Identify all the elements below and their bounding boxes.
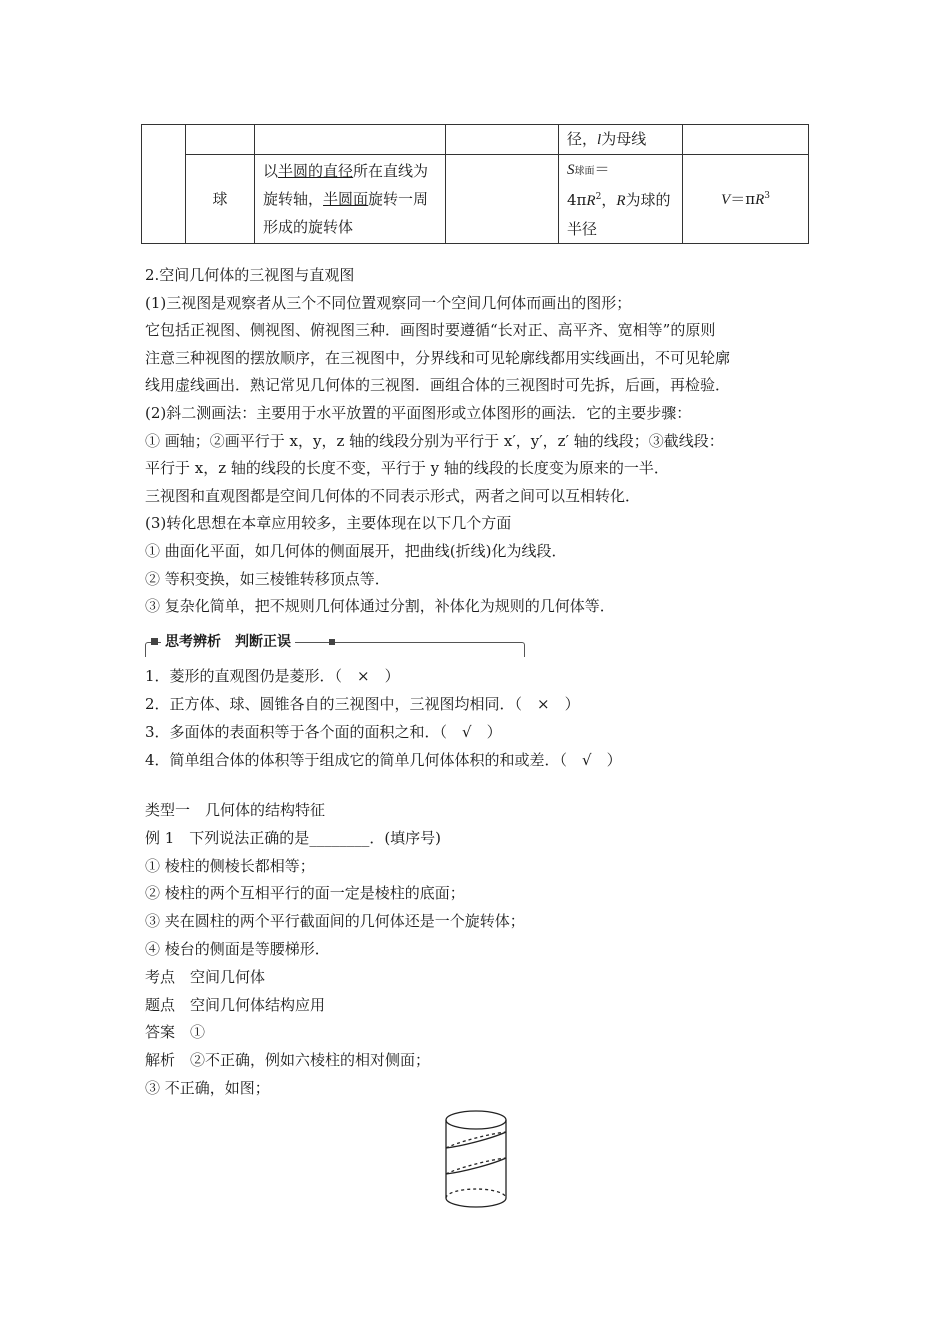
list-item: 3．多面体的表面积等于各个面的面积之和．（ √ ） bbox=[145, 723, 502, 741]
analysis: ③ 不正确，如图； bbox=[145, 1078, 270, 1097]
tidian: 题点 空间几何体结构应用 bbox=[145, 995, 326, 1014]
table-cell bbox=[446, 125, 559, 155]
paragraph-line: 三视图和直观图都是空间几何体的不同表示形式，两者之间可以互相转化． bbox=[145, 486, 641, 505]
list-item: ① 棱柱的侧棱长都相等； bbox=[145, 856, 315, 875]
table-row bbox=[142, 155, 809, 244]
type-heading: 类型一 几何体的结构特征 bbox=[145, 801, 326, 819]
table-cell bbox=[255, 125, 446, 155]
analysis: 解析 ②不正确，例如六棱柱的相对侧面； bbox=[145, 1051, 431, 1070]
section-body bbox=[145, 262, 825, 621]
list-item: 2．正方体、球、圆锥各自的三视图中，三视图均相同．（ × ） bbox=[145, 695, 580, 713]
example-section bbox=[145, 797, 525, 1103]
list-item: 4．简单组合体的体积等于组成它的简单几何体体积的和或差．（ √ ） bbox=[145, 751, 622, 769]
sphere-definition: 以半圆的直径所在直线为旋转轴，半圆面旋转一周形成的旋转体 bbox=[255, 155, 446, 244]
sphere-volume: $V=\pi R^3$ bbox=[683, 155, 809, 244]
paragraph-line: ③ 复杂化简单，把不规则几何体通过分割，补体化为规则的几何体等． bbox=[145, 597, 615, 616]
paragraph-line: ① 画轴；②画平行于 x，y，z 轴的线段分别为平行于 x′，y′，z′ 轴的线段；③截线段： bbox=[145, 431, 724, 450]
table-cell bbox=[446, 155, 559, 244]
paragraph-line: ② 等积变换，如三棱锥转移顶点等． bbox=[145, 569, 390, 588]
answer: 答案 ① bbox=[145, 1023, 206, 1042]
table-cell bbox=[142, 125, 186, 244]
list-item: ④ 棱台的侧面是等腰梯形． bbox=[145, 939, 330, 958]
paragraph-line: 注意三种视图的摆放顺序，在三视图中，分界线和可见轮廓线都用实线画出，不可见轮廓 bbox=[145, 348, 731, 367]
kaodian: 考点 空间几何体 bbox=[145, 967, 266, 986]
cylinder-figure bbox=[438, 1108, 518, 1210]
list-item: ③ 夹在圆柱的两个平行截面间的几何体还是一个旋转体； bbox=[145, 912, 525, 931]
sphere-name: 球 bbox=[186, 155, 255, 244]
paragraph-line: 平行于 x，z 轴的线段的长度不变，平行于 y 轴的线段的长度变为原来的一半． bbox=[145, 459, 669, 478]
square-bullet-icon bbox=[151, 638, 158, 645]
var-l: l bbox=[597, 132, 602, 148]
list-item: 1．菱形的直观图仍是菱形．（ × ） bbox=[145, 667, 400, 685]
paragraph-line: (1)三视图是观察者从三个不同位置观察同一个空间几何体而画出的图形； bbox=[145, 293, 632, 312]
paragraph-line: ① 曲面化平面，如几何体的侧面展开，把曲线(折线)化为线段． bbox=[145, 541, 567, 560]
example-prompt: 例 1 下列说法正确的是________．(填序号) bbox=[145, 828, 442, 847]
section-heading: 2.空间几何体的三视图与直观图 bbox=[145, 266, 355, 284]
square-bullet-icon bbox=[329, 639, 335, 645]
list-item: ② 棱柱的两个互相平行的面一定是棱柱的底面； bbox=[145, 884, 465, 903]
solid-formula-table bbox=[141, 124, 809, 244]
table-cell: 径，l为母线 bbox=[559, 125, 683, 155]
paragraph-line: (2)斜二测画法：主要用于水平放置的平面图形或立体图形的画法．它的主要步骤： bbox=[145, 403, 692, 422]
think-judge-banner bbox=[145, 631, 525, 655]
paragraph-line: 它包括正视图、侧视图、俯视图三种．画图时要遵循“长对正、高平齐、宽相等”的原则 bbox=[145, 321, 716, 340]
paragraph-line: (3)转化思想在本章应用较多，主要体现在以下几个方面 bbox=[145, 514, 512, 533]
judgement-list bbox=[145, 662, 622, 774]
table-row bbox=[142, 125, 809, 155]
paragraph-line: 线用虚线画出．熟记常见几何体的三视图．画组合体的三视图时可先拆，后画，再检验． bbox=[145, 376, 731, 395]
table-cell bbox=[683, 125, 809, 155]
banner-title: 思考辨析 判断正误 bbox=[161, 631, 295, 653]
sphere-surface-area: S球面＝ $4\pi R^2$，R为球的半径 bbox=[559, 155, 683, 244]
table-cell bbox=[186, 125, 255, 155]
